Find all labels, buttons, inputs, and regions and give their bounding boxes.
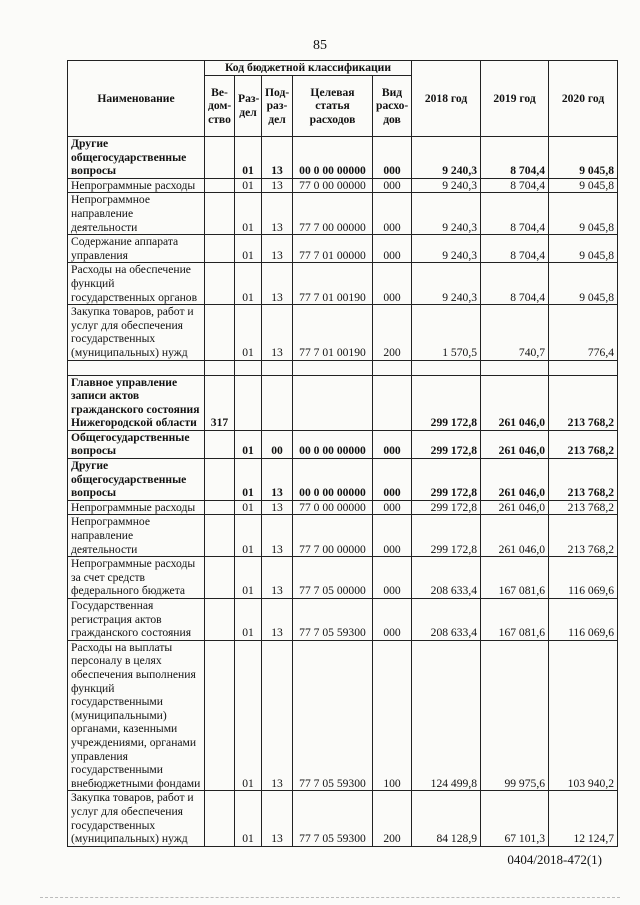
- row-razdel-empty: [235, 360, 262, 375]
- row-podrazdel: 13: [262, 263, 293, 305]
- row-podrazdel: 13: [262, 791, 293, 846]
- row-vedomstvo: [205, 599, 235, 641]
- row-2018: 1 570,5: [412, 305, 481, 360]
- row-2019: 261 046,0: [481, 430, 549, 458]
- row-2018: 84 128,9: [412, 791, 481, 846]
- row-2020: 116 069,6: [549, 557, 618, 599]
- row-podrazdel: 13: [262, 557, 293, 599]
- row-vid: [373, 375, 412, 430]
- row-2020: 213 768,2: [549, 375, 618, 430]
- row-vedomstvo: [205, 193, 235, 235]
- document-code: 0404/2018-472(1): [507, 852, 602, 867]
- row-celevaya: 77 7 01 00190: [293, 263, 373, 305]
- row-name: Государственная регистрация актов гражданского состояния: [68, 599, 205, 641]
- header-razdel: [235, 76, 262, 137]
- row-2019: 740,7: [481, 305, 549, 360]
- row-podrazdel: 13: [262, 305, 293, 360]
- row-2018: 124 499,8: [412, 640, 481, 791]
- row-celevaya: 00 0 00 00000: [293, 459, 373, 501]
- row-razdel: 01: [235, 599, 262, 641]
- row-2019: 99 975,6: [481, 640, 549, 791]
- row-2018-empty: [412, 360, 481, 375]
- table-row: [68, 178, 618, 193]
- row-2019: 8 704,4: [481, 137, 549, 179]
- row-podrazdel: 13: [262, 640, 293, 791]
- row-razdel: 01: [235, 305, 262, 360]
- row-vid: 000: [373, 263, 412, 305]
- row-name: Другие общегосударственные вопросы: [68, 137, 205, 179]
- row-2020: 776,4: [549, 305, 618, 360]
- row-celevaya: 77 7 00 00000: [293, 193, 373, 235]
- header-podrazdel: [262, 76, 293, 137]
- row-podrazdel-empty: [262, 360, 293, 375]
- row-podrazdel: 13: [262, 193, 293, 235]
- row-2019: 8 704,4: [481, 263, 549, 305]
- table-row: [68, 500, 618, 515]
- row-celevaya: 77 0 00 00000: [293, 178, 373, 193]
- row-2020: 103 940,2: [549, 640, 618, 791]
- row-podrazdel: 13: [262, 500, 293, 515]
- row-vedomstvo: [205, 137, 235, 179]
- row-razdel: 01: [235, 459, 262, 501]
- table-row: [68, 599, 618, 641]
- row-celevaya: 77 7 05 59300: [293, 640, 373, 791]
- row-2020: 9 045,8: [549, 235, 618, 263]
- table-row: [68, 263, 618, 305]
- row-vedomstvo: [205, 178, 235, 193]
- row-razdel: 01: [235, 515, 262, 557]
- row-vedomstvo: [205, 640, 235, 791]
- row-vid: 000: [373, 557, 412, 599]
- row-celevaya: 77 7 05 00000: [293, 557, 373, 599]
- row-2019: 261 046,0: [481, 459, 549, 501]
- row-vid: 200: [373, 791, 412, 846]
- row-2020: 9 045,8: [549, 178, 618, 193]
- row-2018: 299 172,8: [412, 430, 481, 458]
- header-vid-text: Вид расхо- дов: [376, 85, 409, 126]
- row-celevaya: 77 7 00 00000: [293, 515, 373, 557]
- row-2018: 9 240,3: [412, 235, 481, 263]
- row-razdel: [235, 375, 262, 430]
- table-row: [68, 305, 618, 360]
- row-2020: 213 768,2: [549, 459, 618, 501]
- row-name: Расходы на обеспечение функций государственных органов: [68, 263, 205, 305]
- row-vedomstvo: 317: [205, 375, 235, 430]
- row-celevaya-empty: [293, 360, 373, 375]
- table-row: [68, 459, 618, 501]
- header-2020: 2020 год: [549, 61, 618, 137]
- table-row: [68, 430, 618, 458]
- row-vedomstvo: [205, 235, 235, 263]
- row-vid: 200: [373, 305, 412, 360]
- row-razdel: 01: [235, 263, 262, 305]
- page-number: 85: [313, 38, 327, 53]
- row-razdel: 01: [235, 557, 262, 599]
- header-2018: 2018 год: [412, 61, 481, 137]
- header-vid: [373, 76, 412, 137]
- row-2018: 208 633,4: [412, 599, 481, 641]
- row-razdel: 01: [235, 193, 262, 235]
- row-2018: 9 240,3: [412, 137, 481, 179]
- row-vid: 000: [373, 459, 412, 501]
- row-razdel: 01: [235, 791, 262, 846]
- row-2018: 299 172,8: [412, 375, 481, 430]
- table-row: [68, 640, 618, 791]
- row-vid: 000: [373, 178, 412, 193]
- row-podrazdel: 13: [262, 235, 293, 263]
- row-2020: 9 045,8: [549, 193, 618, 235]
- row-2018: 299 172,8: [412, 459, 481, 501]
- header-2019: 2019 год: [481, 61, 549, 137]
- row-celevaya: 00 0 00 00000: [293, 137, 373, 179]
- row-name: Непрограммное направление деятельности: [68, 515, 205, 557]
- row-name: Главное управление записи актов гражданского состояния Нижегородской области: [68, 375, 205, 430]
- row-podrazdel: 13: [262, 137, 293, 179]
- row-celevaya: [293, 375, 373, 430]
- table-row: [68, 791, 618, 846]
- header-vedomstvo: [205, 76, 235, 137]
- row-2020: 12 124,7: [549, 791, 618, 846]
- table-row: [68, 515, 618, 557]
- row-vid: 000: [373, 235, 412, 263]
- row-2019-empty: [481, 360, 549, 375]
- row-vedomstvo: [205, 430, 235, 458]
- row-podrazdel: 13: [262, 599, 293, 641]
- row-razdel: 01: [235, 137, 262, 179]
- row-celevaya: 77 7 01 00000: [293, 235, 373, 263]
- header-name: Наименование: [68, 61, 205, 137]
- row-vid: 000: [373, 515, 412, 557]
- row-vedomstvo-empty: [205, 360, 235, 375]
- row-2019: 167 081,6: [481, 599, 549, 641]
- row-name: Общегосударственные вопросы: [68, 430, 205, 458]
- row-2018: 9 240,3: [412, 178, 481, 193]
- row-razdel: 01: [235, 430, 262, 458]
- row-razdel: 01: [235, 178, 262, 193]
- row-name: Непрограммное направление деятельности: [68, 193, 205, 235]
- row-vedomstvo: [205, 515, 235, 557]
- row-vid: 000: [373, 137, 412, 179]
- row-2020-empty: [549, 360, 618, 375]
- row-name: Непрограммные расходы: [68, 500, 205, 515]
- table-row: [68, 235, 618, 263]
- row-celevaya: 77 7 05 59300: [293, 791, 373, 846]
- row-vedomstvo: [205, 263, 235, 305]
- row-2020: 9 045,8: [549, 137, 618, 179]
- header-razdel-text: Раз- дел: [238, 92, 260, 119]
- row-2019: 261 046,0: [481, 500, 549, 515]
- header-celevaya: [293, 76, 373, 137]
- row-2019: 8 704,4: [481, 193, 549, 235]
- row-vid: 000: [373, 430, 412, 458]
- row-podrazdel: 13: [262, 178, 293, 193]
- row-name: Другие общегосударственные вопросы: [68, 459, 205, 501]
- row-2019: 8 704,4: [481, 235, 549, 263]
- row-name-empty: [68, 360, 205, 375]
- row-celevaya: 77 7 01 00190: [293, 305, 373, 360]
- row-razdel: 01: [235, 500, 262, 515]
- row-2020: 213 768,2: [549, 515, 618, 557]
- row-2020: 213 768,2: [549, 430, 618, 458]
- row-celevaya: 00 0 00 00000: [293, 430, 373, 458]
- row-2018: 9 240,3: [412, 193, 481, 235]
- row-name: Закупка товаров, работ и услуг для обеспечения государственных (муниципальных) нужд: [68, 791, 205, 846]
- row-2020: 116 069,6: [549, 599, 618, 641]
- table-row: [68, 193, 618, 235]
- table-row: [68, 375, 618, 430]
- budget-table: [67, 60, 618, 847]
- header-celevaya-text: Целевая статья расходов: [309, 85, 356, 126]
- table-row: [68, 557, 618, 599]
- row-2020: 9 045,8: [549, 263, 618, 305]
- row-name: Непрограммные расходы: [68, 178, 205, 193]
- row-2018: 299 172,8: [412, 515, 481, 557]
- row-vid: 000: [373, 500, 412, 515]
- row-2019: 167 081,6: [481, 557, 549, 599]
- header-kbk: Код бюджетной классификации: [205, 61, 412, 76]
- row-podrazdel: 13: [262, 459, 293, 501]
- row-vid: 000: [373, 599, 412, 641]
- table-spacer-row: [68, 360, 618, 375]
- row-2018: 299 172,8: [412, 500, 481, 515]
- row-podrazdel: 13: [262, 515, 293, 557]
- scan-edge-line: [40, 897, 620, 898]
- row-celevaya: 77 0 00 00000: [293, 500, 373, 515]
- table-row: [68, 137, 618, 179]
- header-podrazdel-text: Под- раз- дел: [265, 85, 290, 126]
- row-name: Непрограммные расходы за счет средств федерального бюджета: [68, 557, 205, 599]
- row-podrazdel: [262, 375, 293, 430]
- row-vedomstvo: [205, 305, 235, 360]
- row-2019: 67 101,3: [481, 791, 549, 846]
- row-name: Содержание аппарата управления: [68, 235, 205, 263]
- row-celevaya: 77 7 05 59300: [293, 599, 373, 641]
- row-vid: 100: [373, 640, 412, 791]
- row-name: Закупка товаров, работ и услуг для обеспечения государственных (муниципальных) нужд: [68, 305, 205, 360]
- row-podrazdel: 00: [262, 430, 293, 458]
- row-2019: 261 046,0: [481, 375, 549, 430]
- row-2019: 8 704,4: [481, 178, 549, 193]
- row-2018: 208 633,4: [412, 557, 481, 599]
- row-razdel: 01: [235, 235, 262, 263]
- row-vedomstvo: [205, 500, 235, 515]
- row-vid: 000: [373, 193, 412, 235]
- row-vid-empty: [373, 360, 412, 375]
- row-razdel: 01: [235, 640, 262, 791]
- row-name: Расходы на выплаты персоналу в целях обеспечения выполнения функций государственными (муниципальными) органами, казенными учреждениями, органами управления государственными внебюджетными фондами: [68, 640, 205, 791]
- row-2020: 213 768,2: [549, 500, 618, 515]
- row-2018: 9 240,3: [412, 263, 481, 305]
- table-header: [68, 61, 618, 137]
- row-vedomstvo: [205, 459, 235, 501]
- table-body: [68, 137, 618, 847]
- row-vedomstvo: [205, 791, 235, 846]
- header-vedomstvo-text: Ве- дом- ство: [208, 85, 232, 126]
- row-vedomstvo: [205, 557, 235, 599]
- row-2019: 261 046,0: [481, 515, 549, 557]
